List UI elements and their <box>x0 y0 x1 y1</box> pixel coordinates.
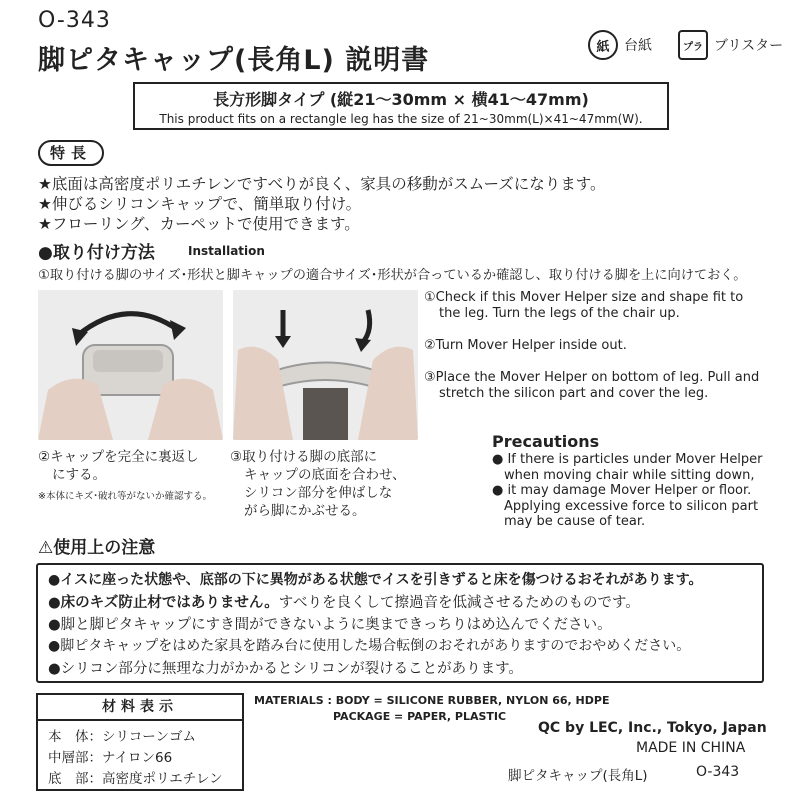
step-3-line: がら脚にかぶせる。 <box>244 503 366 519</box>
photo-step-3 <box>233 290 418 440</box>
materials-english-2: PACKAGE = PAPER, PLASTIC <box>333 710 507 723</box>
english-step-3 <box>424 370 759 402</box>
precaution-line: may be cause of tear. <box>504 514 646 529</box>
material-value: 高密度ポリエチレン <box>102 771 223 787</box>
precaution-line: Applying excessive force to silicon part <box>504 498 759 514</box>
usage-note-rest: すべりを良くして擦過音を低減させるためのものです。 <box>278 595 640 611</box>
step-2-line: にする。 <box>52 467 106 483</box>
usage-note: ●シリコン部分に無理な力がかかるとシリコンが裂けることがあります。 <box>48 661 523 677</box>
install-step-3 <box>230 448 406 520</box>
material-value: シリコーンゴム <box>102 729 196 745</box>
plastic-recycle-label: ブリスター <box>714 38 784 54</box>
material-label: 中層部： <box>48 750 102 766</box>
usage-note: ●イスに座った状態や、底部の下に異物がある状態でイスを引きずると床を傷つけるおそれがあります。 <box>48 572 703 588</box>
step-3-line: ③取り付ける脚の底部に <box>230 449 378 465</box>
qc-line: QC by LEC, Inc., Tokyo, Japan <box>538 720 767 736</box>
made-in: MADE IN CHINA <box>636 740 746 756</box>
step-3-line: キャップの底面を合わせ、 <box>244 467 406 483</box>
step-3-line: シリコン部分を伸ばしな <box>244 485 393 501</box>
material-row <box>48 725 196 745</box>
precautions-heading: Precautions <box>492 432 600 451</box>
product-code: O-343 <box>38 8 111 33</box>
installation-heading: ●取り付け方法 <box>38 243 155 263</box>
material-label: 本 体： <box>48 729 102 745</box>
usage-note: ●脚ピタキャップをはめた家具を踏み台に使用した場合転倒のおそれがありますのでおやめください。 <box>48 638 691 654</box>
material-value: ナイロン66 <box>102 750 173 766</box>
usage-note <box>48 591 640 612</box>
install-step-1: ①取り付ける脚のサイズ･形状と脚キャップの適合サイズ･形状が合っているか確認し、取り付ける脚を上に向けておく。 <box>38 268 747 283</box>
en-step-line: ①Check if this Mover Helper size and shape fit to <box>424 290 744 305</box>
photo-step-2 <box>38 290 223 440</box>
precaution-line: ● If there is particles under Mover Helper <box>492 452 763 467</box>
features-label: 特長 <box>38 140 104 166</box>
usage-note-emphasis: ●床のキズ防止材ではありません。 <box>48 595 279 611</box>
precautions-list <box>492 452 763 530</box>
en-step-line: stretch the silicon part and cover the leg. <box>439 386 709 401</box>
footer-code: O-343 <box>696 764 740 780</box>
en-step-line: the leg. Turn the legs of the chair up. <box>439 306 680 321</box>
material-row <box>48 767 223 787</box>
step-2-note: ※本体にキズ･破れ等がないか確認する。 <box>38 491 213 502</box>
material-row <box>48 746 172 766</box>
step-2-line: ②キャップを完全に裏返し <box>38 449 199 465</box>
footer-product: 脚ピタキャップ(長角L) <box>508 768 648 784</box>
plastic-recycle-icon: プラ <box>678 30 708 60</box>
en-step-line: ③Place the Mover Helper on bottom of leg. Pull and <box>424 370 760 385</box>
usage-notes-box <box>36 563 764 683</box>
usage-note: ●脚と脚ピタキャップにすき間ができないように奥まできっちりはめ込んでください。 <box>48 617 612 633</box>
paper-recycle-icon: 紙 <box>588 30 618 60</box>
usage-notes-heading: ⚠使用上の注意 <box>38 538 156 558</box>
installation-heading-en: Installation <box>188 244 265 258</box>
feature-item: ★伸びるシリコンキャップで、簡単取り付け。 <box>38 195 362 213</box>
spec-box <box>133 82 669 130</box>
precaution-line: when moving chair while sitting down, <box>504 467 755 483</box>
precaution-line: ● it may damage Mover Helper or floor. <box>492 483 752 498</box>
feature-item: ★底面は高密度ポリエチレンですべりが良く、家具の移動がスムーズになります。 <box>38 175 606 193</box>
material-label: 底 部： <box>48 771 102 787</box>
english-step-2: ②Turn Mover Helper inside out. <box>424 338 627 353</box>
cap-fitting-illustration <box>233 290 418 440</box>
recycle-plastic <box>678 30 783 60</box>
materials-box <box>36 693 244 791</box>
page-title: 脚ピタキャップ(長角L) 説明書 <box>38 45 430 76</box>
spec-english: This product fits on a rectangle leg has the size of 21~30mm(L)×41~47mm(W). <box>159 112 643 126</box>
spec-title: 長方形脚タイプ (縦21～30mm × 横41～47mm) <box>213 90 589 109</box>
install-step-2 <box>38 448 199 484</box>
cap-inverting-illustration <box>38 290 223 440</box>
english-step-1 <box>424 290 743 322</box>
materials-heading: 材料表示 <box>38 695 242 721</box>
materials-english-1: MATERIALS : BODY = SILICONE RUBBER, NYLON 66, HDPE <box>254 694 610 707</box>
paper-recycle-label: 台紙 <box>624 38 652 54</box>
recycle-paper <box>588 30 652 60</box>
feature-item: ★フローリング、カーペットで使用できます。 <box>38 215 360 233</box>
